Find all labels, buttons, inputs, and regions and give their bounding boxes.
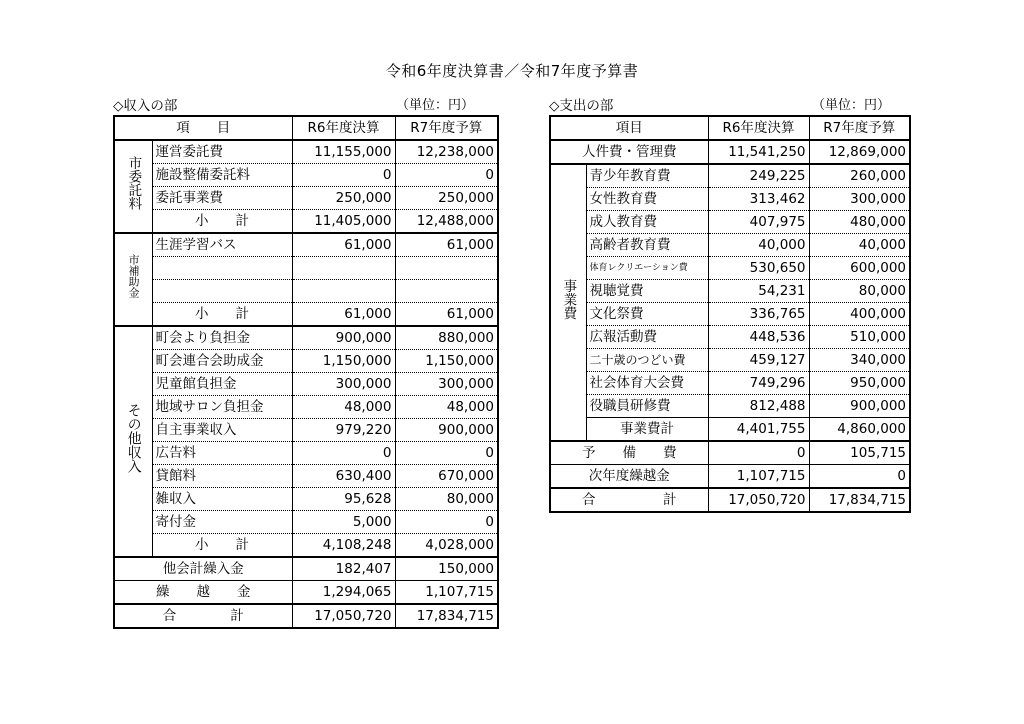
subtotal-r6: 4,108,248: [292, 534, 395, 558]
transfer-row: [114, 557, 498, 581]
next-carry-r6: 1,107,715: [708, 465, 809, 489]
row-r7: 40,000: [809, 234, 910, 257]
subtotal-label: 事業費計: [586, 418, 708, 442]
row-r7: 0: [395, 442, 498, 465]
row-label: 広報活動費: [586, 326, 708, 349]
next-carry-row: [550, 465, 910, 489]
subtotal-label: 小 計: [152, 210, 292, 234]
income-col-item: 項 目: [114, 116, 292, 140]
subtotal-r6: 11,405,000: [292, 210, 395, 234]
personnel-r6: 11,541,250: [708, 140, 809, 164]
subtotal-r7: 61,000: [395, 303, 498, 327]
row-r7: 300,000: [809, 188, 910, 211]
table-row: [114, 419, 498, 442]
row-r7: 900,000: [809, 395, 910, 418]
row-label: 二十歳のつどい費: [586, 349, 708, 372]
income-total-label: 合 計: [162, 607, 244, 624]
row-r6: 61,000: [292, 233, 395, 257]
row-r7: 880,000: [395, 326, 498, 350]
row-label: 地域サロン負担金: [152, 396, 292, 419]
subtotal-r6: 4,401,755: [708, 418, 809, 442]
table-row: [114, 350, 498, 373]
expense-total-label: 合 計: [582, 491, 677, 508]
table-row: [550, 395, 910, 418]
row-r7: 400,000: [809, 303, 910, 326]
row-r6: 0: [292, 442, 395, 465]
row-label: 社会体育大会費: [586, 372, 708, 395]
income-total-r6: 17,050,720: [292, 604, 395, 628]
table-row: [550, 234, 910, 257]
group-label-city-subsidy: 市補助金: [114, 233, 152, 326]
table-row: [550, 326, 910, 349]
reserve-label: 予 備 費: [550, 441, 708, 465]
group-label-other-income: その他収入: [114, 326, 152, 557]
row-r6: 95,628: [292, 488, 395, 511]
subtotal-label: 小 計: [152, 534, 292, 558]
table-row: [550, 188, 910, 211]
row-label: 寄付金: [152, 511, 292, 534]
table-row: [550, 280, 910, 303]
row-r7: 0: [395, 511, 498, 534]
table-row: [114, 326, 498, 350]
expense-total-r6: 17,050,720: [708, 488, 809, 512]
subtotal-r7: 4,860,000: [809, 418, 910, 442]
row-r7: 900,000: [395, 419, 498, 442]
row-r7: 480,000: [809, 211, 910, 234]
row-label: 町会連合会助成金: [152, 350, 292, 373]
row-label: 体育レクリエーション費: [586, 257, 708, 280]
subtotal-row: [550, 418, 910, 442]
row-r7: 61,000: [395, 233, 498, 257]
carryover-r7: 1,107,715: [395, 581, 498, 605]
income-heading: ◇収入の部: [113, 98, 178, 114]
row-label: 貸館料: [152, 465, 292, 488]
expense-col-r7: R7年度予算: [809, 116, 910, 140]
table-row: [550, 303, 910, 326]
expense-header-row: [550, 116, 910, 140]
row-r6: 749,296: [708, 372, 809, 395]
row-r7: 1,150,000: [395, 350, 498, 373]
income-table: [113, 115, 499, 629]
table-row: [550, 164, 910, 188]
expense-col-r6: R6年度決算: [708, 116, 809, 140]
income-total-r7: 17,834,715: [395, 604, 498, 628]
table-row: [114, 187, 498, 210]
subtotal-label: 小 計: [152, 303, 292, 327]
income-col-r7: R7年度予算: [395, 116, 498, 140]
row-r7: 80,000: [395, 488, 498, 511]
row-r7: 670,000: [395, 465, 498, 488]
row-r7: 600,000: [809, 257, 910, 280]
income-unit: （単位：円）: [396, 98, 475, 113]
row-r6: 313,462: [708, 188, 809, 211]
row-label: 青少年教育費: [586, 164, 708, 188]
table-row: [550, 211, 910, 234]
expense-heading: ◇支出の部: [549, 98, 614, 114]
transfer-r7: 150,000: [395, 557, 498, 581]
expense-unit: （単位：円）: [812, 98, 891, 113]
table-row: [550, 257, 910, 280]
row-r6: 900,000: [292, 326, 395, 350]
table-row: [114, 396, 498, 419]
table-row: [114, 257, 498, 280]
reserve-row: [550, 441, 910, 465]
next-carry-label: 次年度繰越金: [550, 465, 708, 489]
row-label: 広告料: [152, 442, 292, 465]
row-r7: 48,000: [395, 396, 498, 419]
row-r7: 250,000: [395, 187, 498, 210]
transfer-label: 他会計繰入金: [114, 557, 292, 581]
row-r6: [292, 280, 395, 303]
row-label: 高齢者教育費: [586, 234, 708, 257]
table-row: [550, 349, 910, 372]
row-r6: 1,150,000: [292, 350, 395, 373]
expense-total-r7: 17,834,715: [809, 488, 910, 512]
subtotal-row: [114, 303, 498, 327]
row-label: 視聴覚費: [586, 280, 708, 303]
subtotal-r7: 12,488,000: [395, 210, 498, 234]
table-row: [550, 372, 910, 395]
row-r6: 530,650: [708, 257, 809, 280]
row-label: 役職員研修費: [586, 395, 708, 418]
row-r7: 260,000: [809, 164, 910, 188]
income-header-row: [114, 116, 498, 140]
next-carry-r7: 0: [809, 465, 910, 489]
subtotal-row: [114, 534, 498, 558]
row-label: [152, 257, 292, 280]
row-label: 施設整備委託料: [152, 164, 292, 187]
row-r6: 0: [292, 164, 395, 187]
row-r7: 300,000: [395, 373, 498, 396]
table-row: [114, 465, 498, 488]
row-r6: 979,220: [292, 419, 395, 442]
row-r6: 11,155,000: [292, 140, 395, 164]
table-row: [114, 233, 498, 257]
row-r6: 630,400: [292, 465, 395, 488]
row-label: 委託事業費: [152, 187, 292, 210]
reserve-r7: 105,715: [809, 441, 910, 465]
group-label-business: 事業費: [550, 164, 586, 441]
row-label: 自主事業収入: [152, 419, 292, 442]
row-r7: 80,000: [809, 280, 910, 303]
row-r7: 510,000: [809, 326, 910, 349]
income-col-r6: R6年度決算: [292, 116, 395, 140]
income-total-row: [114, 604, 498, 628]
row-r7: 0: [395, 164, 498, 187]
row-label: 児童館負担金: [152, 373, 292, 396]
personnel-row: [550, 140, 910, 164]
row-r6: 407,975: [708, 211, 809, 234]
row-label: 雑収入: [152, 488, 292, 511]
row-r6: 812,488: [708, 395, 809, 418]
row-r6: [292, 257, 395, 280]
row-label: 運営委託費: [152, 140, 292, 164]
subtotal-r7: 4,028,000: [395, 534, 498, 558]
expense-table: [549, 115, 911, 513]
row-r6: 448,536: [708, 326, 809, 349]
row-r7: 340,000: [809, 349, 910, 372]
table-row: [114, 140, 498, 164]
expense-total-row: [550, 488, 910, 512]
row-r7: 950,000: [809, 372, 910, 395]
table-row: [114, 442, 498, 465]
row-r6: 48,000: [292, 396, 395, 419]
row-r6: 300,000: [292, 373, 395, 396]
table-row: [114, 373, 498, 396]
table-row: [114, 511, 498, 534]
row-r6: 459,127: [708, 349, 809, 372]
row-r6: 336,765: [708, 303, 809, 326]
expense-col-item: 項目: [550, 116, 708, 140]
carryover-r6: 1,294,065: [292, 581, 395, 605]
page-title: 令和6年度決算書／令和7年度予算書: [385, 62, 639, 80]
row-label: 成人教育費: [586, 211, 708, 234]
subtotal-row: [114, 210, 498, 234]
reserve-r6: 0: [708, 441, 809, 465]
row-r6: 5,000: [292, 511, 395, 534]
personnel-label: 人件費・管理費: [550, 140, 708, 164]
row-r7: [395, 280, 498, 303]
row-label: 町会より負担金: [152, 326, 292, 350]
row-label: 文化祭費: [586, 303, 708, 326]
subtotal-r6: 61,000: [292, 303, 395, 327]
group-label-city-commission: 市委託料: [114, 140, 152, 233]
row-r6: 40,000: [708, 234, 809, 257]
table-row: [114, 280, 498, 303]
personnel-r7: 12,869,000: [809, 140, 910, 164]
row-r6: 249,225: [708, 164, 809, 188]
carryover-label: 繰 越 金: [114, 581, 292, 605]
row-label: 女性教育費: [586, 188, 708, 211]
row-r6: 250,000: [292, 187, 395, 210]
row-r7: [395, 257, 498, 280]
row-r6: 54,231: [708, 280, 809, 303]
row-r7: 12,238,000: [395, 140, 498, 164]
carryover-row: [114, 581, 498, 605]
table-row: [114, 164, 498, 187]
row-label: 生涯学習バス: [152, 233, 292, 257]
table-row: [114, 488, 498, 511]
transfer-r6: 182,407: [292, 557, 395, 581]
row-label: [152, 280, 292, 303]
